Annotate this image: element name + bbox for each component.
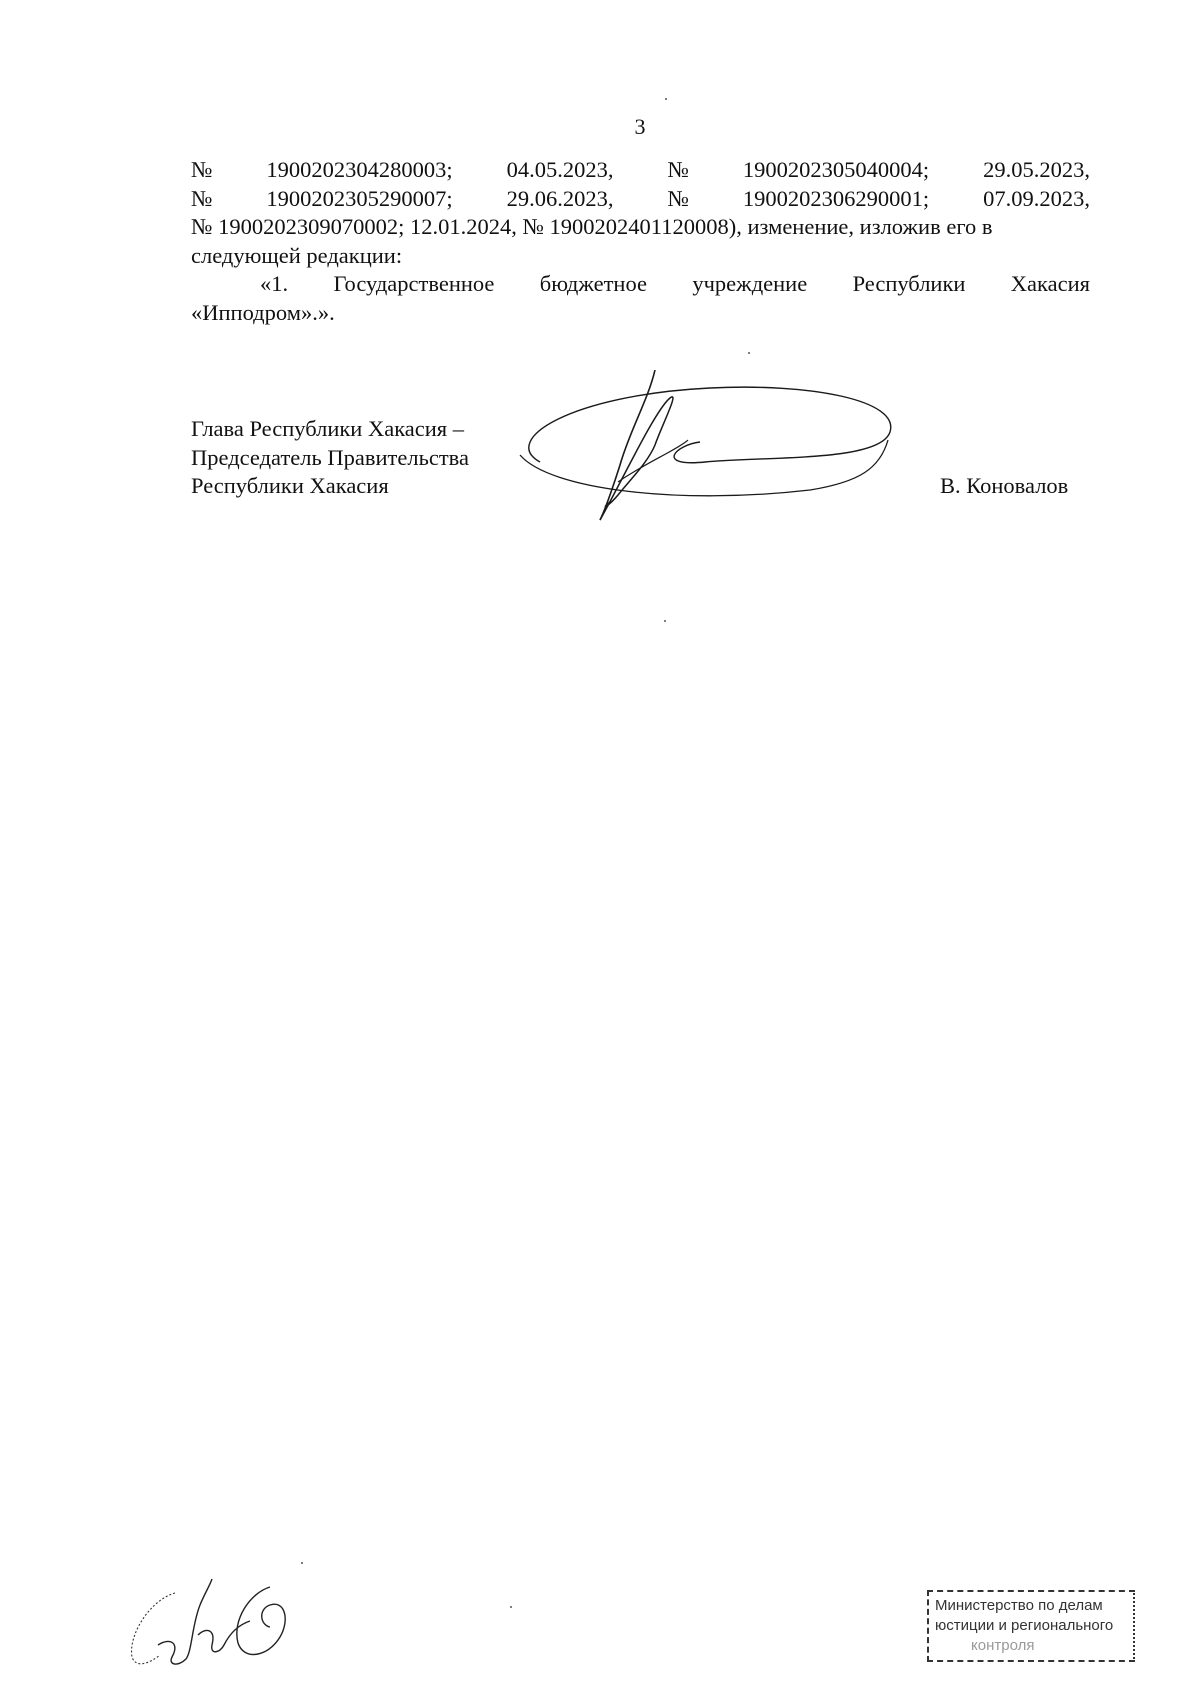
signatory-title-line: Глава Республики Хакасия – [191, 416, 465, 441]
scan-speck [510, 1606, 512, 1608]
stamp-line: юстиции и регионального [935, 1617, 1114, 1634]
text-token: № [667, 157, 689, 182]
body-line-2 [191, 185, 1090, 214]
handwritten-initials [120, 1565, 300, 1675]
text-token: № [667, 185, 689, 211]
signatory-title [191, 415, 469, 501]
body-line-6: «Ипподром».». [191, 299, 335, 325]
body-line-4: следующей редакции: [191, 242, 403, 268]
text-token: учреждение [692, 271, 808, 296]
text-token: Хакасия [1010, 271, 1090, 296]
body-text [191, 156, 1090, 327]
text-token: 1900202304280003; [266, 157, 453, 182]
handwritten-signature [480, 370, 910, 550]
body-line-1 [191, 156, 1090, 185]
text-token: «1. [260, 271, 289, 296]
text-token: 07.09.2023, [983, 185, 1090, 211]
text-token: бюджетное [539, 271, 647, 296]
stamp-line: Министерство по делам [935, 1597, 1103, 1614]
body-line-3: № 1900202309070002; 12.01.2024, № 1900202401120008), изменение, изложив его в [191, 214, 993, 239]
text-token: Государственное [333, 271, 495, 296]
text-token: 1900202306290001; [742, 185, 930, 211]
signatory-name: В. Коновалов [940, 473, 1069, 498]
body-line-5 [191, 270, 1090, 299]
text-token: № [191, 157, 213, 182]
signatory-title-line: Председатель Правительства [191, 444, 469, 470]
text-token: Республики [852, 271, 966, 296]
page-number: 3 [634, 114, 646, 139]
text-token: 1900202305290007; [266, 185, 453, 211]
text-token: 29.06.2023, [506, 185, 614, 211]
registration-stamp [927, 1590, 1135, 1662]
text-token: № [191, 185, 213, 211]
scan-speck [301, 1562, 303, 1564]
scan-speck [664, 620, 666, 622]
stamp-line: контроля [971, 1637, 1035, 1654]
scan-speck [665, 98, 667, 100]
text-token: 29.05.2023, [983, 157, 1090, 182]
text-token: 04.05.2023, [506, 157, 614, 182]
text-token: 1900202305040004; [742, 157, 930, 182]
signatory-title-line: Республики Хакасия [191, 473, 389, 498]
scan-speck [748, 352, 750, 354]
